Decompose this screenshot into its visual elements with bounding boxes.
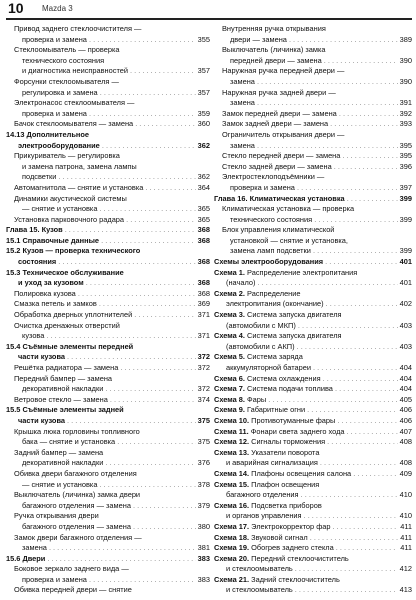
toc-entry-text: проверка и замена [22,34,87,44]
toc-entry-text: замена [230,76,255,86]
toc-entry[interactable] [6,236,210,247]
toc-page-number: 375 [197,415,210,425]
toc-entry[interactable] [6,405,210,426]
toc-entry[interactable] [214,384,412,395]
toc-entry-text: 14.13 Дополнительное [6,129,89,139]
toc-entry[interactable] [6,45,210,77]
toc-entry-text: замена [230,98,255,108]
page-header [6,0,412,18]
toc-entry-text: декоративной накладки [22,458,104,468]
toc-left-column [6,24,210,598]
toc-entry[interactable] [6,24,210,45]
toc-entry[interactable] [214,522,412,533]
toc-entry-text: Стекло задней двери — замена [222,161,332,171]
toc-entry-text: Внутренняя ручка открывания [222,24,326,33]
toc-page-number: 411 [400,543,412,553]
toc-page-number: 364 [197,182,210,192]
toc-page-number: 399 [399,214,412,224]
toc-entry-text: технического состояния [22,55,105,65]
toc-page-number: 407 [399,426,412,436]
toc-entry-text: Обивка двери багажного отделения [14,468,137,478]
toc-entry-text: Схема 1. Распределение электропитания [214,267,358,277]
toc-page-number: 390 [399,76,412,86]
toc-entry[interactable] [6,194,210,215]
toc-entry-text: части кузова [18,415,65,425]
toc-entry[interactable] [214,575,412,596]
toc-entry[interactable] [214,374,412,385]
toc-entry-text: Электростеклоподъёмники — [222,172,325,182]
toc-entry[interactable] [214,130,412,151]
toc-entry-text: Замок двери багажного отделения — [14,532,142,542]
toc-entry[interactable] [6,448,210,469]
toc-entry-text: замена [230,140,255,150]
toc-entry-text: Схема 8. Фары [214,394,267,404]
toc-page-number: 368 [197,278,210,288]
toc-entry-text: Схема 6. Система охлаждения [214,373,321,383]
toc-entry[interactable] [6,77,210,98]
toc-entry-text: 15.1 Справочные данные [6,235,100,245]
toc-entry-text [22,596,63,598]
toc-entry-text: Крышка люка горловины топливного [14,426,140,436]
toc-entry[interactable] [6,310,210,321]
toc-entry-text: Передний бампер — замена [14,373,113,383]
toc-entry-text: Замок передней двери — замена [222,108,337,118]
toc-page-number: 403 [399,320,412,330]
toc-entry-text: 15.5 Съёмные элементы задней [6,405,124,415]
toc-entry[interactable] [214,469,412,480]
toc-page-number: 372 [197,352,210,362]
toc-page-number: 378 [197,479,210,489]
toc-entry[interactable] [214,45,412,66]
toc-page-number: 412 [399,564,412,574]
toc-entry[interactable] [214,151,412,162]
toc-entry-text: аккумуляторной батареи [226,363,311,372]
toc-page-number: 391 [399,98,412,108]
toc-page-number: 369 [197,299,210,309]
toc-page-number: 395 [399,140,412,150]
toc-entry-text: (автомобили с АКП) [226,341,295,351]
toc-page-number: 380 [197,521,210,531]
toc-entry-text: Схемы электрооборудования [214,257,324,267]
toc-entry-text: Прикуриватель — регулировка [14,151,120,161]
toc-entry-text: Схема 13. Указатели поворота [214,447,320,457]
toc-entry[interactable] [214,194,412,205]
toc-entry-text: замена ламп подсветки [230,246,311,256]
toc-entry-text: Схема 4. Система запуска двигателя [214,331,342,341]
toc-entry[interactable] [214,162,412,173]
toc-page-number: 368 [197,257,210,267]
toc-entry-text: Динамики акустической системы [14,193,127,203]
toc-page-number: 368 [197,288,210,298]
toc-entry-text: Обивка передней двери — снятие [14,585,132,595]
toc-entry-text: Схема 5. Система заряда [214,352,303,362]
toc-page-number: 368 [197,235,210,245]
toc-entry-text: Ручка открывания двери [14,511,99,521]
toc-entry[interactable] [6,564,210,585]
toc-right-column [214,24,412,598]
toc-page-number: 362 [197,172,210,182]
toc-entry[interactable] [214,109,412,120]
toc-entry-text: регулировка и замена [22,87,98,97]
toc-entry-text: Привод заднего стеклоочистителя — [14,24,142,33]
toc-page-number: 399 [399,246,412,256]
toc-entry-text: проверка и замена [230,182,295,192]
toc-page-number: 409 [399,468,412,478]
toc-entry-text: — снятие и установка [22,479,98,489]
toc-entry[interactable] [214,66,412,87]
toc-page-number: 362 [197,140,210,150]
toc-entry-text: и стеклоомыватель [226,585,293,595]
toc-entry[interactable] [214,225,412,257]
toc-entry[interactable] [214,405,412,416]
toc-page-number: 405 [399,394,412,404]
toc-entry-text: проверка и замена [22,574,87,584]
toc-entry[interactable] [6,183,210,194]
toc-entry-text: Автомагнитола — снятие и установка [14,182,144,192]
toc-page-number: 365 [197,214,210,224]
toc-page-number: 357 [197,66,210,76]
toc-entry-text: 15.4 Съёмные элементы передней [6,341,134,351]
toc-entry-text: Смазка петель и замков [14,299,97,309]
toc-entry[interactable] [214,437,412,448]
toc-entry[interactable] [6,342,210,363]
toc-page-number: 383 [197,574,210,584]
toc-entry-text: Задний бампер — замена [14,447,104,457]
toc-page-number: 402 [399,299,412,309]
toc-entry[interactable] [214,554,412,575]
toc-entry[interactable] [214,204,412,225]
toc-entry-text: Схема 15. Плафон освещения [214,479,320,489]
toc-entry-text: Обработка дверных уплотнителей [14,310,133,320]
toc-entry-text: и уход за кузовом [18,278,84,288]
toc-entry-text: и диагностика неисправностей [22,66,128,76]
toc-entry-text: электрооборудование [18,140,100,150]
toc-entry-text: Форсунки стеклоомывателя — [14,76,119,86]
toc-entry-text: Схема 11. Фонари света заднего хода [214,426,345,436]
toc-entry-text: Схема 18. Звуковой сигнал [214,532,308,542]
toc-page-number: 404 [399,363,412,372]
toc-entry[interactable] [214,543,412,554]
toc-entry-text: подсветки [22,172,57,182]
toc-page-number: 392 [399,108,412,118]
toc-entry-text: Схема 20. Передний стеклоочиститель [214,553,349,563]
toc-page-number: 390 [399,55,412,65]
toc-entry[interactable] [6,268,210,289]
toc-entry-text: Схема 2. Распределение [214,288,301,298]
toc-entry[interactable] [6,246,210,267]
toc-page-number: 389 [399,34,412,44]
toc-entry[interactable] [214,172,412,193]
toc-entry[interactable] [6,119,210,130]
toc-entry[interactable] [214,310,412,331]
toc-entry-text: Стекло передней двери — замена [222,151,341,161]
toc-entry-text: Бачок стеклоомывателя — замена [14,119,134,129]
toc-entry[interactable] [6,374,210,395]
toc-entry-text: и аварийная сигнализация [226,458,318,468]
toc-entry-text: и органов управления [226,511,302,521]
toc-entry-text: Ограничитель открывания двери — [222,129,345,139]
toc-entry-text: Схема 12. Сигналы торможения [214,437,326,447]
toc-page-number: 413 [399,585,412,595]
toc-page-number: 396 [399,161,412,171]
toc-entry[interactable] [214,427,412,438]
toc-entry[interactable] [6,225,210,236]
toc-entry-text: Выключатель (личинка) замка двери [14,490,141,500]
toc-entry-text: двери — замена [230,34,287,44]
toc-page-number: 368 [197,225,210,235]
toc-page-number: 403 [399,341,412,351]
toc-page-number: 375 [197,437,210,447]
toc-entry-text: Наружная ручка передней двери — [222,66,345,76]
toc-entry-text: Схема 10. Противотуманные фары [214,415,336,425]
toc-entry-text: кузова [22,331,45,341]
toc-page-number: 374 [197,394,210,404]
toc-entry-text: Глава 16. Климатическая установка [214,193,345,203]
toc-page-number: 406 [399,405,412,415]
toc-entry-text: электропитания (окончание) [226,299,324,309]
toc-entry[interactable] [6,533,210,554]
toc-entry[interactable] [214,257,412,268]
toc-entry-text: Наружная ручка задней двери — [222,87,336,97]
toc-entry[interactable] [6,585,210,598]
toc-entry[interactable] [6,130,210,151]
toc-entry[interactable] [214,501,412,522]
toc-page-number: 359 [197,108,210,118]
toc-entry[interactable] [214,448,412,469]
toc-entry[interactable] [214,533,412,544]
toc-entry-text: Стеклоомыватель — проверка [14,45,120,55]
toc-page-number: 399 [399,193,412,203]
toc-page-number [196,596,210,598]
toc-entry-text: (начало) [226,278,256,288]
toc-entry-text: проверка и замена [22,108,87,118]
page-number: 10 [8,0,24,16]
toc-entry-text [214,596,303,598]
toc-entry[interactable] [214,24,412,45]
toc-page-number: 410 [399,490,412,500]
toc-entry-text: Электронасос стеклоомывателя — [14,98,135,108]
toc-page-number: 383 [197,553,210,563]
toc-page-number: 355 [197,34,210,44]
toc-entry[interactable] [6,98,210,119]
toc-page-number: 381 [197,543,210,553]
toc-entry[interactable] [6,299,210,310]
toc-entry-text: Схема 3. Система запуска двигателя [214,310,342,320]
toc-entry-text: декоративной накладки [22,384,104,394]
running-head: Mazda 3 [42,4,73,13]
toc-entry-text: Решётка радиатора — замена [14,363,119,372]
toc-entry-text: Схема 17. Электрокорректор фар [214,521,331,531]
toc-entry-text: Климатическая установка — проверка [222,204,355,214]
toc-page-number: 411 [400,521,412,531]
toc-page-number: 393 [399,119,412,129]
toc-entry[interactable] [214,88,412,109]
toc-entry[interactable] [6,363,210,374]
toc-entry-text: Установка парковочного радара [14,214,125,224]
toc-entry-text: Схема 21. Задний стеклоочиститель [214,574,340,584]
toc-page-number: 401 [399,257,412,267]
header-rule [6,18,412,20]
toc-page-number: 397 [399,182,412,192]
toc-entry-text: части кузова [18,352,65,362]
toc-entry-text: (автомобили с МКП) [226,320,296,330]
toc-page-number: 408 [399,458,412,468]
toc-page-number: 371 [197,310,210,320]
toc-entry[interactable] [214,395,412,406]
toc-entry[interactable] [214,480,412,501]
toc-entry-text: Боковое зеркало заднего вида — [14,564,129,574]
toc-entry[interactable] [214,331,412,352]
toc-page-number: 401 [399,278,412,288]
toc-entry-text: багажного отделения — замена [22,500,131,510]
toc-entry[interactable] [214,352,412,373]
toc-page-number: 372 [197,363,210,372]
toc-entry-text: Блок управления климатической [222,225,335,235]
toc-entry-text: состояния [18,257,57,267]
toc-entry-text: Схема 16. Подсветка приборов [214,500,322,510]
toc-entry-text: 15.6 Двери [6,553,46,563]
toc-page-number: 371 [197,331,210,341]
toc-entry-text: Очистка дренажных отверстий [14,320,120,330]
toc-entry-text: передней двери — замена [230,55,322,65]
toc-entry[interactable] [214,596,412,598]
toc-entry-text: — снятие и установка [22,204,98,214]
toc-page-number: 357 [197,87,210,97]
toc-entry-text: бака — снятие и установка [22,437,116,447]
toc-entry-text: технического состояния [230,214,313,224]
toc-page-number: 406 [399,415,412,425]
toc-entry-text: Схема 14. Плафоны освещения салона [214,468,352,478]
toc-entry[interactable] [6,395,210,406]
toc-page-number: 372 [197,384,210,394]
toc-entry[interactable] [214,289,412,310]
toc-entry-text: замена [22,543,47,553]
toc-entry-text: 15.3 Техническое обслуживание [6,267,124,277]
toc-entry-text: и стеклоомыватель [226,564,293,574]
toc-page-number: 410 [399,511,412,521]
toc-entry-text: Глава 15. Кузов [6,225,63,235]
toc-entry-text: багажного отделения [226,490,299,500]
toc-page-number: 408 [399,437,412,447]
toc-entry-text: установкой — снятие и установка, [230,235,348,245]
toc-page-number: 360 [197,119,210,129]
toc-page-number: 411 [400,532,412,542]
toc-entry[interactable] [6,511,210,532]
toc-entry[interactable] [6,490,210,511]
toc-page-number: 376 [197,458,210,468]
toc-entry[interactable] [214,268,412,289]
toc-entry-text: Полировка кузова [14,288,76,298]
toc-entry[interactable] [214,416,412,427]
toc-entry-text: Ветровое стекло — замена [14,394,108,404]
toc-entry-text: и замена патрона, замена лампы [22,161,137,171]
toc-entry[interactable] [6,289,210,300]
toc-page-number: 404 [399,384,412,394]
toc-entry[interactable] [6,554,210,565]
toc-entry[interactable] [6,469,210,490]
toc-page-number: 395 [399,151,412,161]
toc-entry-text: Схема 9. Габаритные огни [214,405,306,415]
toc-entry-text: 15.2 Кузов — проверка технического [6,246,141,256]
toc-entry[interactable] [214,119,412,130]
toc-page-number: 365 [197,204,210,214]
toc-entry[interactable] [6,215,210,226]
toc-page-number: 404 [399,373,412,383]
toc-page-number: 379 [197,500,210,510]
toc-entry-text: Замок задней двери — замена [222,119,329,129]
toc-entry[interactable] [6,321,210,342]
toc-entry-text: багажного отделения — замена [22,521,131,531]
toc-page-number [398,596,412,598]
toc-entry[interactable] [6,151,210,183]
toc-entry-text: Выключатель (личинка) замка [222,45,326,55]
toc-entry-text: Схема 7. Система подачи топлива [214,384,333,394]
toc-entry[interactable] [6,427,210,448]
toc-entry-text: Схема 19. Обогрев заднего стекла [214,543,334,553]
